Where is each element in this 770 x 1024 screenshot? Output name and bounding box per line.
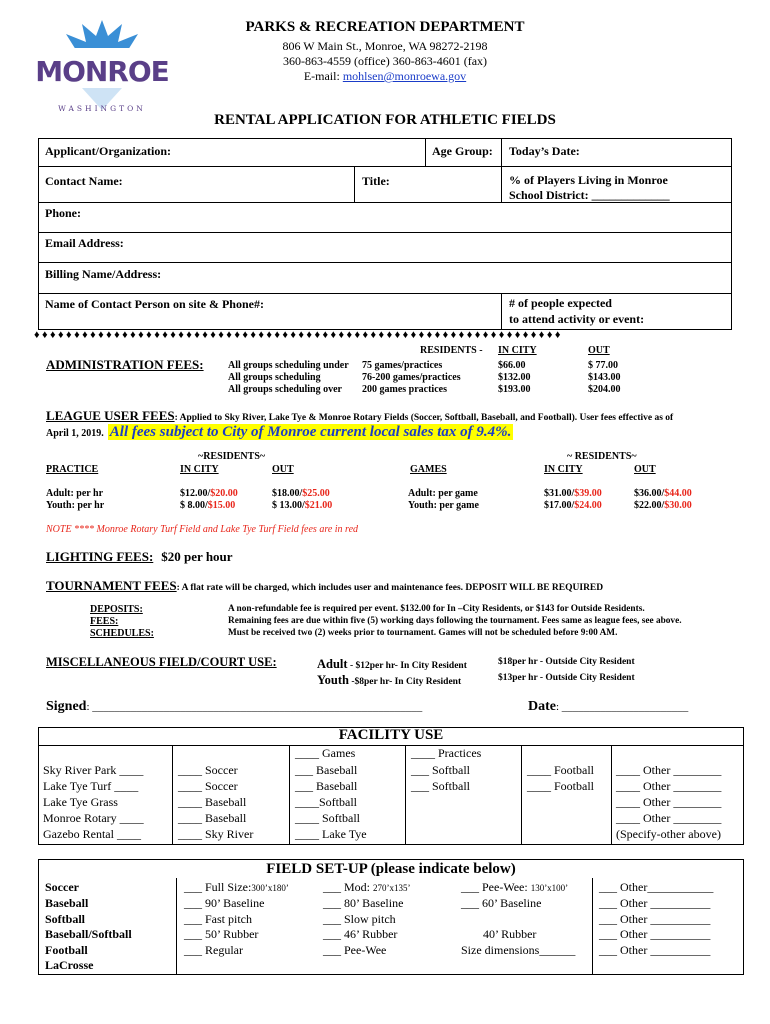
misc-adult-rate: Adult - $12per hr- In City Resident — [317, 657, 467, 671]
facility-col2-item[interactable]: ____ Soccer — [178, 763, 238, 777]
logo-word: MONROE — [35, 55, 169, 88]
sport-lacrosse: LaCrosse — [45, 958, 94, 972]
monroe-logo — [35, 18, 169, 114]
facility-other-field[interactable]: ____ Other ________ — [616, 779, 722, 793]
tax-note: All fees subject to City of Monroe current local sales tax of 9.4%. — [109, 424, 512, 440]
email-field[interactable]: Email Address: — [45, 236, 124, 250]
turf-fees-note: NOTE **** Monroe Rotary Turf Field and Lake Tye Turf Field fees are in red — [46, 524, 359, 535]
field-setup-heading: FIELD SET-UP (please indicate below) — [266, 861, 516, 877]
league-effective-date: April 1, 2019. — [46, 428, 104, 439]
setup-option[interactable]: 40’ Rubber — [483, 927, 537, 941]
admin-row-3-in: $193.00 — [498, 384, 531, 395]
facility-col5-item[interactable]: ____ Football — [527, 763, 595, 777]
setup-other-field[interactable]: ___ Other __________ — [599, 927, 711, 941]
admin-fees-heading: ADMINISTRATION FEES: — [46, 357, 204, 372]
players-percent-line1: % of Players Living in Monroe — [509, 173, 668, 187]
onsite-contact-field[interactable]: Name of Contact Person on site & Phone#: — [45, 297, 264, 311]
practice-youth-out: $ 13.00/$21.00 — [272, 500, 333, 511]
games-adult-in: $31.00/$39.00 — [544, 488, 602, 499]
people-expected-field[interactable]: to attend activity or event: — [509, 312, 645, 326]
setup-option[interactable]: ___ Fast pitch — [184, 912, 252, 926]
sport-baseball-softball: Baseball/Softball — [45, 927, 132, 941]
sport-soccer: Soccer — [45, 880, 79, 894]
admin-row-2-in: $132.00 — [498, 372, 531, 383]
facility-col5-item[interactable]: ____ Football — [527, 779, 595, 793]
location-lake-tye-grass[interactable]: Lake Tye Grass — [43, 795, 118, 809]
misc-youth-out: $13per hr - Outside City Resident — [498, 673, 635, 683]
tournament-text: : A flat rate will be charged, which includes user and maintenance fees. DEPOSIT WILL BE REQUIRED — [176, 583, 604, 593]
billing-field[interactable]: Billing Name/Address: — [45, 267, 162, 281]
games-header: GAMES — [410, 464, 447, 475]
setup-option[interactable]: ___ 46’ Rubber — [323, 927, 398, 941]
games-out-header: OUT — [634, 464, 656, 475]
facility-use-heading: FACILITY USE — [338, 727, 444, 743]
department-name: PARKS & RECREATION DEPARTMENT — [245, 19, 525, 35]
setup-full-size[interactable]: ___ Full Size:300’x180’ — [184, 880, 289, 894]
facility-col3-item[interactable]: ___ Baseball — [295, 763, 358, 777]
misc-adult-out: $18per hr - Outside City Resident — [498, 657, 635, 667]
age-group-field[interactable]: Age Group: — [432, 144, 493, 158]
admin-row-1-group: All groups scheduling under — [228, 360, 349, 371]
location-lake-tye-turf[interactable]: Lake Tye Turf ____ — [43, 779, 139, 793]
applicant-table — [38, 138, 732, 330]
admin-in-city-header: IN CITY — [498, 345, 537, 356]
misc-youth-rate: Youth -$8per hr- In City Resident — [317, 673, 462, 687]
diamond-divider: ♦♦♦♦♦♦♦♦♦♦♦♦♦♦♦♦♦♦♦♦♦♦♦♦♦♦♦♦♦♦♦♦♦♦♦♦♦♦♦♦♦♦♦♦♦♦♦♦♦♦♦♦♦♦♦♦♦♦♦♦♦♦♦♦♦♦ — [34, 329, 563, 341]
admin-out-header: OUT — [588, 345, 610, 356]
facility-col3-item[interactable]: ____ Softball — [295, 811, 360, 825]
department-email — [170, 69, 600, 84]
facility-col4-item[interactable]: ___ Softball — [411, 779, 470, 793]
league-date-line — [46, 423, 513, 441]
practice-youth-in: $ 8.00/$15.00 — [180, 500, 236, 511]
admin-row-1-out: $ 77.00 — [588, 360, 618, 371]
field-setup-table — [38, 859, 744, 975]
people-expected-line1: # of people expected — [509, 296, 612, 310]
misc-heading: MISCELLANEOUS FIELD/COURT USE: — [46, 655, 277, 669]
phone-field[interactable]: Phone: — [45, 206, 81, 220]
practice-adult-label: Adult: per hr — [46, 488, 104, 499]
facility-specify-note: (Specify-other above) — [616, 827, 721, 841]
games-checkbox[interactable]: ____ Games — [295, 746, 356, 760]
deposits-label: DEPOSITS: — [90, 604, 143, 615]
contact-name-field[interactable]: Contact Name: — [45, 174, 123, 188]
admin-row-2-out: $143.00 — [588, 372, 621, 383]
setup-option[interactable]: ___ Slow pitch — [323, 912, 396, 926]
games-youth-label: Youth: per game — [408, 500, 479, 511]
practice-youth-label: Youth: per hr — [46, 500, 105, 511]
deposits-text: A non-refundable fee is required per event. $132.00 for In –City Residents, or $143 for Outside Residents. — [228, 604, 645, 614]
admin-row-2-qty: 76-200 games/practices — [362, 372, 461, 383]
title-field[interactable]: Title: — [362, 174, 390, 188]
practice-out-header: OUT — [272, 464, 294, 475]
games-youth-in: $17.00/$24.00 — [544, 500, 602, 511]
facility-col2-item[interactable]: ____ Baseball — [178, 795, 247, 809]
date-field[interactable]: Date: _______________________ — [528, 699, 689, 714]
facility-other-field[interactable]: ____ Other ________ — [616, 795, 722, 809]
practices-checkbox[interactable]: ____ Practices — [411, 746, 482, 760]
schedules-text: Must be received two (2) weeks prior to tournament. Games will not be scheduled before 9:00 AM. — [228, 628, 618, 638]
facility-col3-item[interactable]: ____Softball — [295, 795, 357, 809]
facility-col2-item[interactable]: ____ Soccer — [178, 779, 238, 793]
setup-other-field[interactable]: ___ Other __________ — [599, 912, 711, 926]
facility-col3-item[interactable]: ___ Baseball — [295, 779, 358, 793]
setup-size-dimensions[interactable]: Size dimensions______ — [461, 943, 576, 957]
facility-col2-item[interactable]: ____ Sky River — [178, 827, 254, 841]
email-label: E-mail: — [303, 69, 340, 83]
admin-row-3-qty: 200 games practices — [362, 384, 447, 395]
lighting-value: $20 per hour — [161, 549, 233, 564]
games-in-city-header: IN CITY — [544, 464, 583, 475]
facility-col4-item[interactable]: ___ Softball — [411, 763, 470, 777]
practice-header: PRACTICE — [46, 464, 99, 475]
tournament-fees-line — [46, 577, 603, 595]
admin-row-2-group: All groups scheduling — [228, 372, 321, 383]
location-monroe-rotary[interactable]: Monroe Rotary ____ — [43, 811, 144, 825]
signature-field[interactable]: Signed: ____________________________________________________________ — [46, 699, 423, 714]
games-youth-out: $22.00/$30.00 — [634, 500, 692, 511]
admin-row-3-group: All groups scheduling over — [228, 384, 342, 395]
games-residents-label: ~ RESIDENTS~ — [567, 451, 637, 462]
location-gazebo[interactable]: Gazebo Rental ____ — [43, 827, 141, 841]
email-link[interactable]: mohlsen@monroewa.gov — [342, 69, 467, 83]
games-adult-label: Adult: per game — [408, 488, 478, 499]
department-phone: 360-863-4559 (office) 360-863-4601 (fax) — [282, 54, 488, 68]
practice-residents-label: ~RESIDENTS~ — [198, 451, 266, 462]
league-fees-heading: LEAGUE USER FEES — [46, 408, 175, 423]
tournament-heading: TOURNAMENT FEES — [46, 578, 177, 593]
setup-option[interactable]: ___ 80’ Baseline — [323, 896, 404, 910]
todays-date-field[interactable]: Today’s Date: — [509, 144, 580, 158]
setup-option[interactable]: ___ 60’ Baseline — [461, 896, 542, 910]
lighting-fees-line — [46, 548, 233, 566]
admin-row-1-qty: 75 games/practices — [362, 360, 443, 371]
setup-option[interactable]: ___ 50’ Rubber — [184, 927, 259, 941]
setup-mod[interactable]: ___ Mod: 270’x135’ — [323, 880, 411, 894]
admin-residents-label: RESIDENTS - — [420, 345, 483, 356]
lighting-heading: LIGHTING FEES: — [46, 549, 154, 564]
players-percent-field[interactable]: School District: _____________ — [509, 188, 670, 202]
setup-pee-wee[interactable]: ___ Pee-Wee: 130’x100’ — [461, 880, 569, 894]
games-adult-out: $36.00/$44.00 — [634, 488, 692, 499]
facility-use-table — [38, 727, 744, 845]
facility-col2-item[interactable]: ____ Baseball — [178, 811, 247, 825]
fees-label: FEES: — [90, 616, 119, 627]
facility-col3-item[interactable]: ____ Lake Tye — [295, 827, 367, 841]
setup-other-field[interactable]: ___ Other __________ — [599, 896, 711, 910]
schedules-label: SCHEDULES: — [90, 628, 154, 639]
league-fees-text: : Applied to Sky River, Lake Tye & Monroe Rotary Fields (Soccer, Softball, Baseball, and Football). User fees effective as of — [174, 413, 674, 423]
setup-option[interactable]: ___ Regular — [184, 943, 243, 957]
setup-other-field[interactable]: ___ Other __________ — [599, 943, 711, 957]
facility-other-field[interactable]: ____ Other ________ — [616, 811, 722, 825]
practice-adult-in: $12.00/$20.00 — [180, 488, 238, 499]
practice-in-city-header: IN CITY — [180, 464, 219, 475]
form-title: RENTAL APPLICATION FOR ATHLETIC FIELDS — [214, 112, 556, 128]
sport-football: Football — [45, 943, 88, 957]
setup-option[interactable]: ___ 90’ Baseline — [184, 896, 265, 910]
applicant-org-field[interactable]: Applicant/Organization: — [45, 144, 172, 158]
admin-row-3-out: $204.00 — [588, 384, 621, 395]
logo-sub: WASHINGTON — [58, 104, 146, 113]
facility-other-field[interactable]: ____ Other ________ — [616, 763, 722, 777]
setup-option[interactable]: ___ Pee-Wee — [323, 943, 387, 957]
setup-other-field[interactable]: ___ Other___________ — [599, 880, 714, 894]
admin-row-1-in: $66.00 — [498, 360, 526, 371]
department-address: 806 W Main St., Monroe, WA 98272-2198 — [282, 39, 488, 53]
sport-softball: Softball — [45, 912, 86, 926]
sport-baseball: Baseball — [45, 896, 89, 910]
fees-text: Remaining fees are due within five (5) working days following the tournament. Fees same as league fees, see above. — [228, 616, 682, 626]
practice-adult-out: $18.00/$25.00 — [272, 488, 330, 499]
location-sky-river[interactable]: Sky River Park ____ — [43, 763, 144, 777]
